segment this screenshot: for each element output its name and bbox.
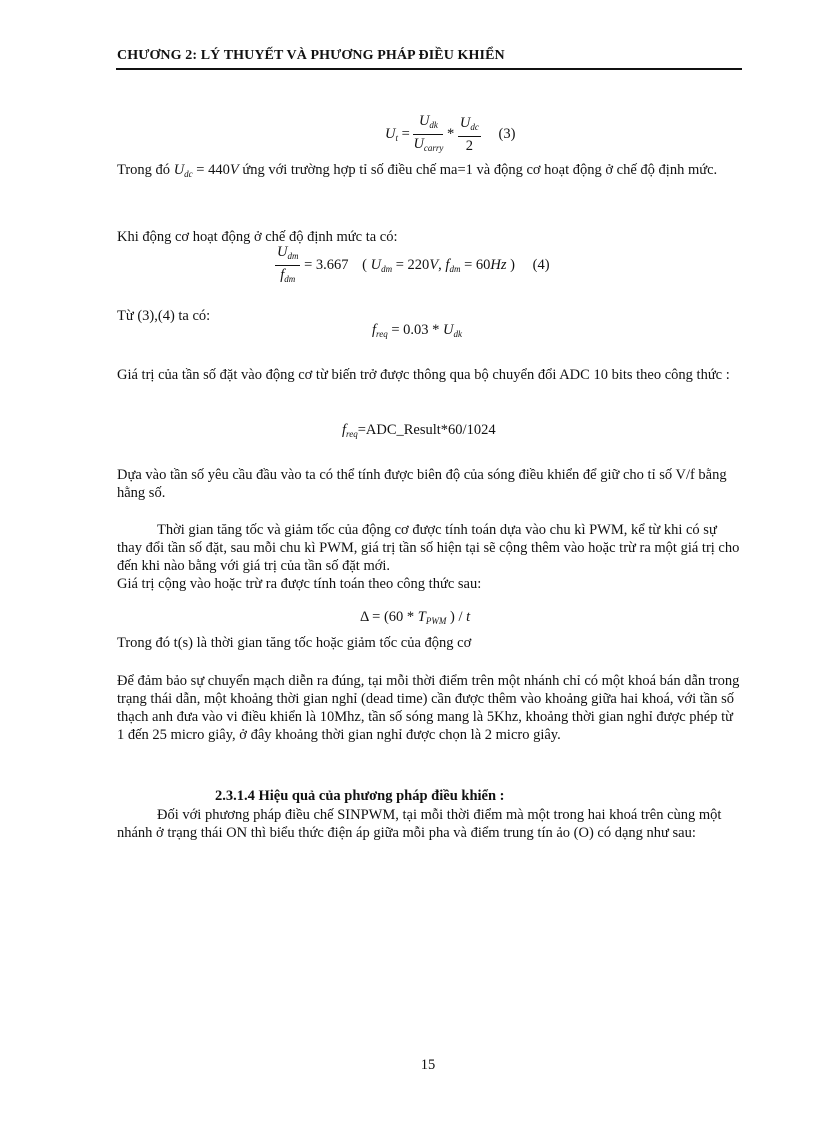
- eq5-lhs: f: [372, 322, 377, 338]
- eq4-den-sub: dm: [284, 274, 296, 284]
- eq7-t-sub: PWM: [425, 616, 447, 626]
- eq4-cond-open: (: [362, 256, 371, 273]
- eq5-u: U: [443, 322, 454, 338]
- paragraph-rated: Khi động cơ hoạt động ở chế độ định mức ta có:: [117, 229, 398, 245]
- udc-post: ứng với trường hợp tỉ số điều chế ma=1 và động cơ hoạt động ở chế độ định mức.: [238, 162, 718, 178]
- eq4-num-sub: dm: [287, 251, 299, 261]
- eq7-tvar: t: [466, 609, 471, 625]
- eq4-fraction: [275, 243, 300, 288]
- paragraph-sinpwm: Đối với phương pháp điều chế SINPWM, tại mỗi thời điểm mà một trong hai khoá trên cùng một nhánh ở trạng thái ON thì biểu thức điện áp giữa mỗi pha và điểm trung tín ảo (O) có dạng như sau:: [117, 807, 722, 841]
- page-number: 15: [420, 1057, 436, 1073]
- eq3-lhs: U: [385, 125, 396, 142]
- eq6-lhs-sub: req: [346, 429, 358, 439]
- eq3-den2: 2: [465, 138, 474, 154]
- eq4-cond-u-sub: dm: [381, 263, 393, 274]
- eq4-rhs: = 3.667: [304, 256, 349, 273]
- eq3-fraction-2: [458, 114, 481, 155]
- eq7-lhs: Δ = (60 *: [360, 609, 418, 625]
- eq3-tag: (3): [498, 125, 516, 142]
- paragraph-formula-intro: Giá trị cộng vào hoặc trừ ra được tính toán theo công thức sau:: [117, 576, 482, 592]
- eq7-t: T: [417, 609, 426, 625]
- eq3-num1-sub: dk: [429, 120, 438, 130]
- equation-adc: [342, 422, 496, 439]
- eq3-num2-sub: dc: [470, 122, 479, 132]
- paragraph-vf: Dựa vào tần số yêu cầu đầu vào ta có thể tính được biên độ của sóng điều khiển để giữ cho tỉ số V/f bằng hằng số.: [117, 467, 727, 501]
- eq4-cond-u: U: [370, 256, 382, 273]
- eq6-rhs: =ADC_Result*60/1024: [357, 422, 496, 438]
- eq4-cond-f: f: [445, 256, 450, 273]
- eq5-lhs-sub: req: [376, 329, 388, 339]
- eq3-num1: U: [418, 113, 430, 129]
- eq7-rhs: ) /: [446, 609, 467, 625]
- eq3-den1-sub: carry: [423, 143, 444, 153]
- udc-symbol: U: [173, 162, 185, 178]
- udc-unit: V: [229, 162, 239, 178]
- paragraph-t: Trong đó t(s) là thời gian tăng tốc hoặc giảm tốc của động cơ: [117, 635, 472, 651]
- eq4-den: f: [280, 267, 285, 283]
- eq4-cond-u-unit: V: [429, 256, 439, 273]
- eq4-cond-close: ): [506, 256, 515, 273]
- eq4-cond-f-val: = 60: [460, 256, 491, 273]
- equation-4: [275, 243, 550, 288]
- equation-delta: [360, 609, 470, 626]
- eq4-cond-f-sub: dm: [449, 263, 461, 274]
- eq3-fraction-1: [413, 112, 443, 157]
- eq4-tag: (4): [532, 256, 550, 273]
- paragraph-adc: Giá trị của tần số đặt vào động cơ từ biến trở được thông qua bộ chuyển đổi ADC 10 bits theo công thức :: [117, 367, 730, 383]
- udc-symbol-sub: dc: [184, 169, 193, 179]
- eq3-operator: *: [447, 125, 455, 142]
- eq5-rhs: = 0.03 *: [387, 322, 444, 338]
- eq4-cond-comma: ,: [438, 256, 446, 273]
- paragraph-dead-time: Để đảm bảo sự chuyển mạch diễn ra đúng, tại mỗi thời điểm trên một nhánh chỉ có một khoá bán dẫn trong trạng thái dẫn, một khoảng thời gian nghỉ (dead time) cần được thêm vào khoảng giữa hai khoá, với tần số thạch anh đưa vào vi điều khiển là 10Mhz, tần số sóng mang là 5Khz, khoảng thời gian nghỉ được phép từ 1 đến 25 micro giây, ở đây khoảng thời gian nghỉ được chọn là 2 micro giây.: [117, 673, 740, 743]
- paragraph-accel: Thời gian tăng tốc và giảm tốc của động cơ được tính toán dựa vào chu kì PWM, kể từ khi có sự thay đổi tần số đặt, sau mỗi chu kì PWM, giá trị tần số hiện tại sẽ cộng thêm vào hoặc trừ ra một giá trị cho đến khi nào bằng với giá trị của tần số đặt mới.: [117, 522, 740, 574]
- paragraph-from34: Từ (3),(4) ta có:: [117, 308, 211, 324]
- equation-3: $U_t$ = $\frac{U_{dk}}{U_{carry}}$ * $\frac{U_{dc}}{2}$ (3): [385, 112, 515, 157]
- eq5-u-sub: dk: [453, 329, 462, 339]
- section-heading: 2.3.1.4 Hiệu quả của phương pháp điều khiển :: [215, 788, 505, 804]
- equation-freq: [372, 322, 462, 339]
- header-rule: [116, 68, 742, 70]
- eq6-lhs: f: [342, 422, 347, 438]
- paragraph-udc: [117, 161, 742, 183]
- page-header-title: CHƯƠNG 2: LÝ THUYẾT VÀ PHƯƠNG PHÁP ĐIỀU KHIỂN: [117, 48, 505, 63]
- eq3-den1: U: [413, 136, 424, 152]
- eq3-lhs-sub: t: [395, 132, 398, 143]
- eq4-cond-u-val: = 220: [392, 256, 430, 273]
- udc-value: = 440: [192, 162, 230, 178]
- eq4-cond-f-unit: Hz: [490, 256, 507, 273]
- eq4-num: U: [277, 244, 288, 260]
- udc-pre: Trong đó: [117, 162, 174, 178]
- eq3-num2: U: [459, 115, 471, 131]
